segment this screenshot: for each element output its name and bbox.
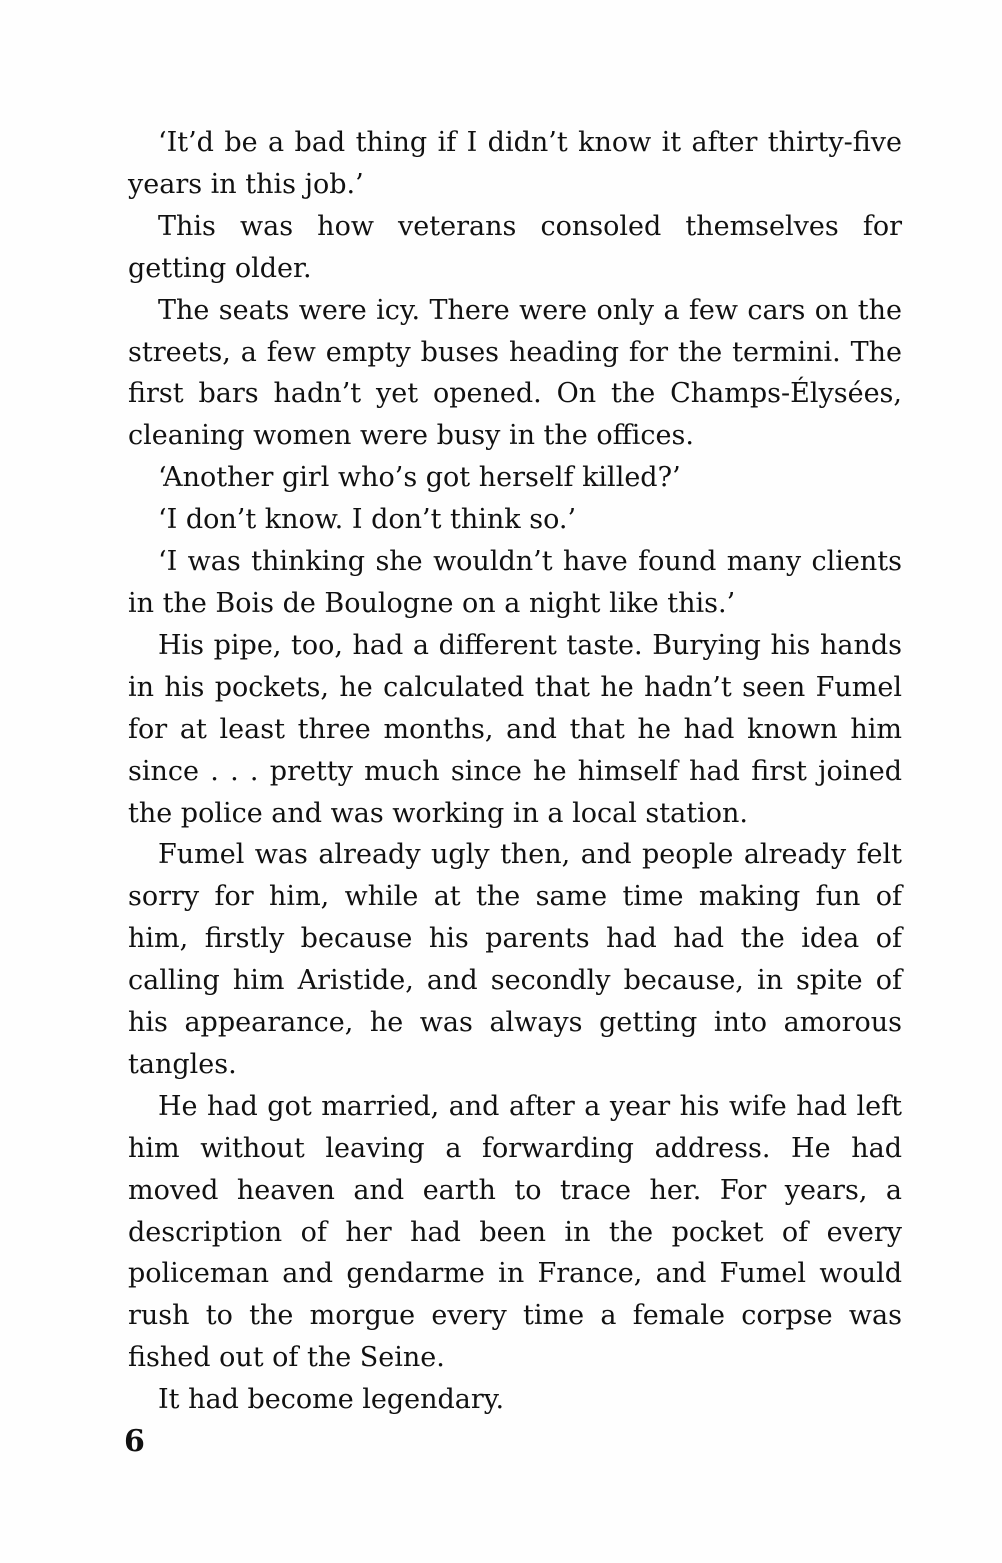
paragraph: The seats were icy. There were only a few cars on the streets, a few empty buses heading for the termini. The first bars hadn’t yet opened. On the Champs-Élysées, cleaning women were busy in the offices. <box>128 294 902 452</box>
body-text <box>128 122 902 1421</box>
paragraph: He had got married, and after a year his wife had left him without leaving a forwarding address. He had moved heaven and earth to trace her. For years, a description of her had been in the pocket of every policeman and gendarme in France, and Fumel would rush to the morgue every time a female corpse was fished out of the Seine. <box>128 1090 902 1374</box>
page-number: 6 <box>124 1424 145 1459</box>
paragraph: This was how veterans consoled themselves for getting older. <box>128 210 902 284</box>
paragraph: ‘I don’t know. I don’t think so.’ <box>158 504 577 536</box>
paragraph: ‘It’d be a bad thing if I didn’t know it after thirty-five years in this job.’ <box>128 127 902 200</box>
paragraph: His pipe, too, had a different taste. Burying his hands in his pockets, he calculated that he hadn’t seen Fumel for at least three months, and that he had known him since . . . pretty much since he himself had first joined the police and was working in a local station. <box>128 629 902 829</box>
paragraph: ‘I was thinking she wouldn’t have found many clients in the Bois de Boulogne on a night like this.’ <box>128 546 902 619</box>
paragraph: It had become legendary. <box>158 1384 505 1416</box>
paragraph: ‘Another girl who’s got herself killed?’ <box>158 462 681 494</box>
paragraph: Fumel was already ugly then, and people already felt sorry for him, while at the same time making fun of him, firstly because his parents had had the idea of calling him Aristide, and secondly because, in spite of his appearance, he was always getting into amorous tangles. <box>128 839 902 1080</box>
